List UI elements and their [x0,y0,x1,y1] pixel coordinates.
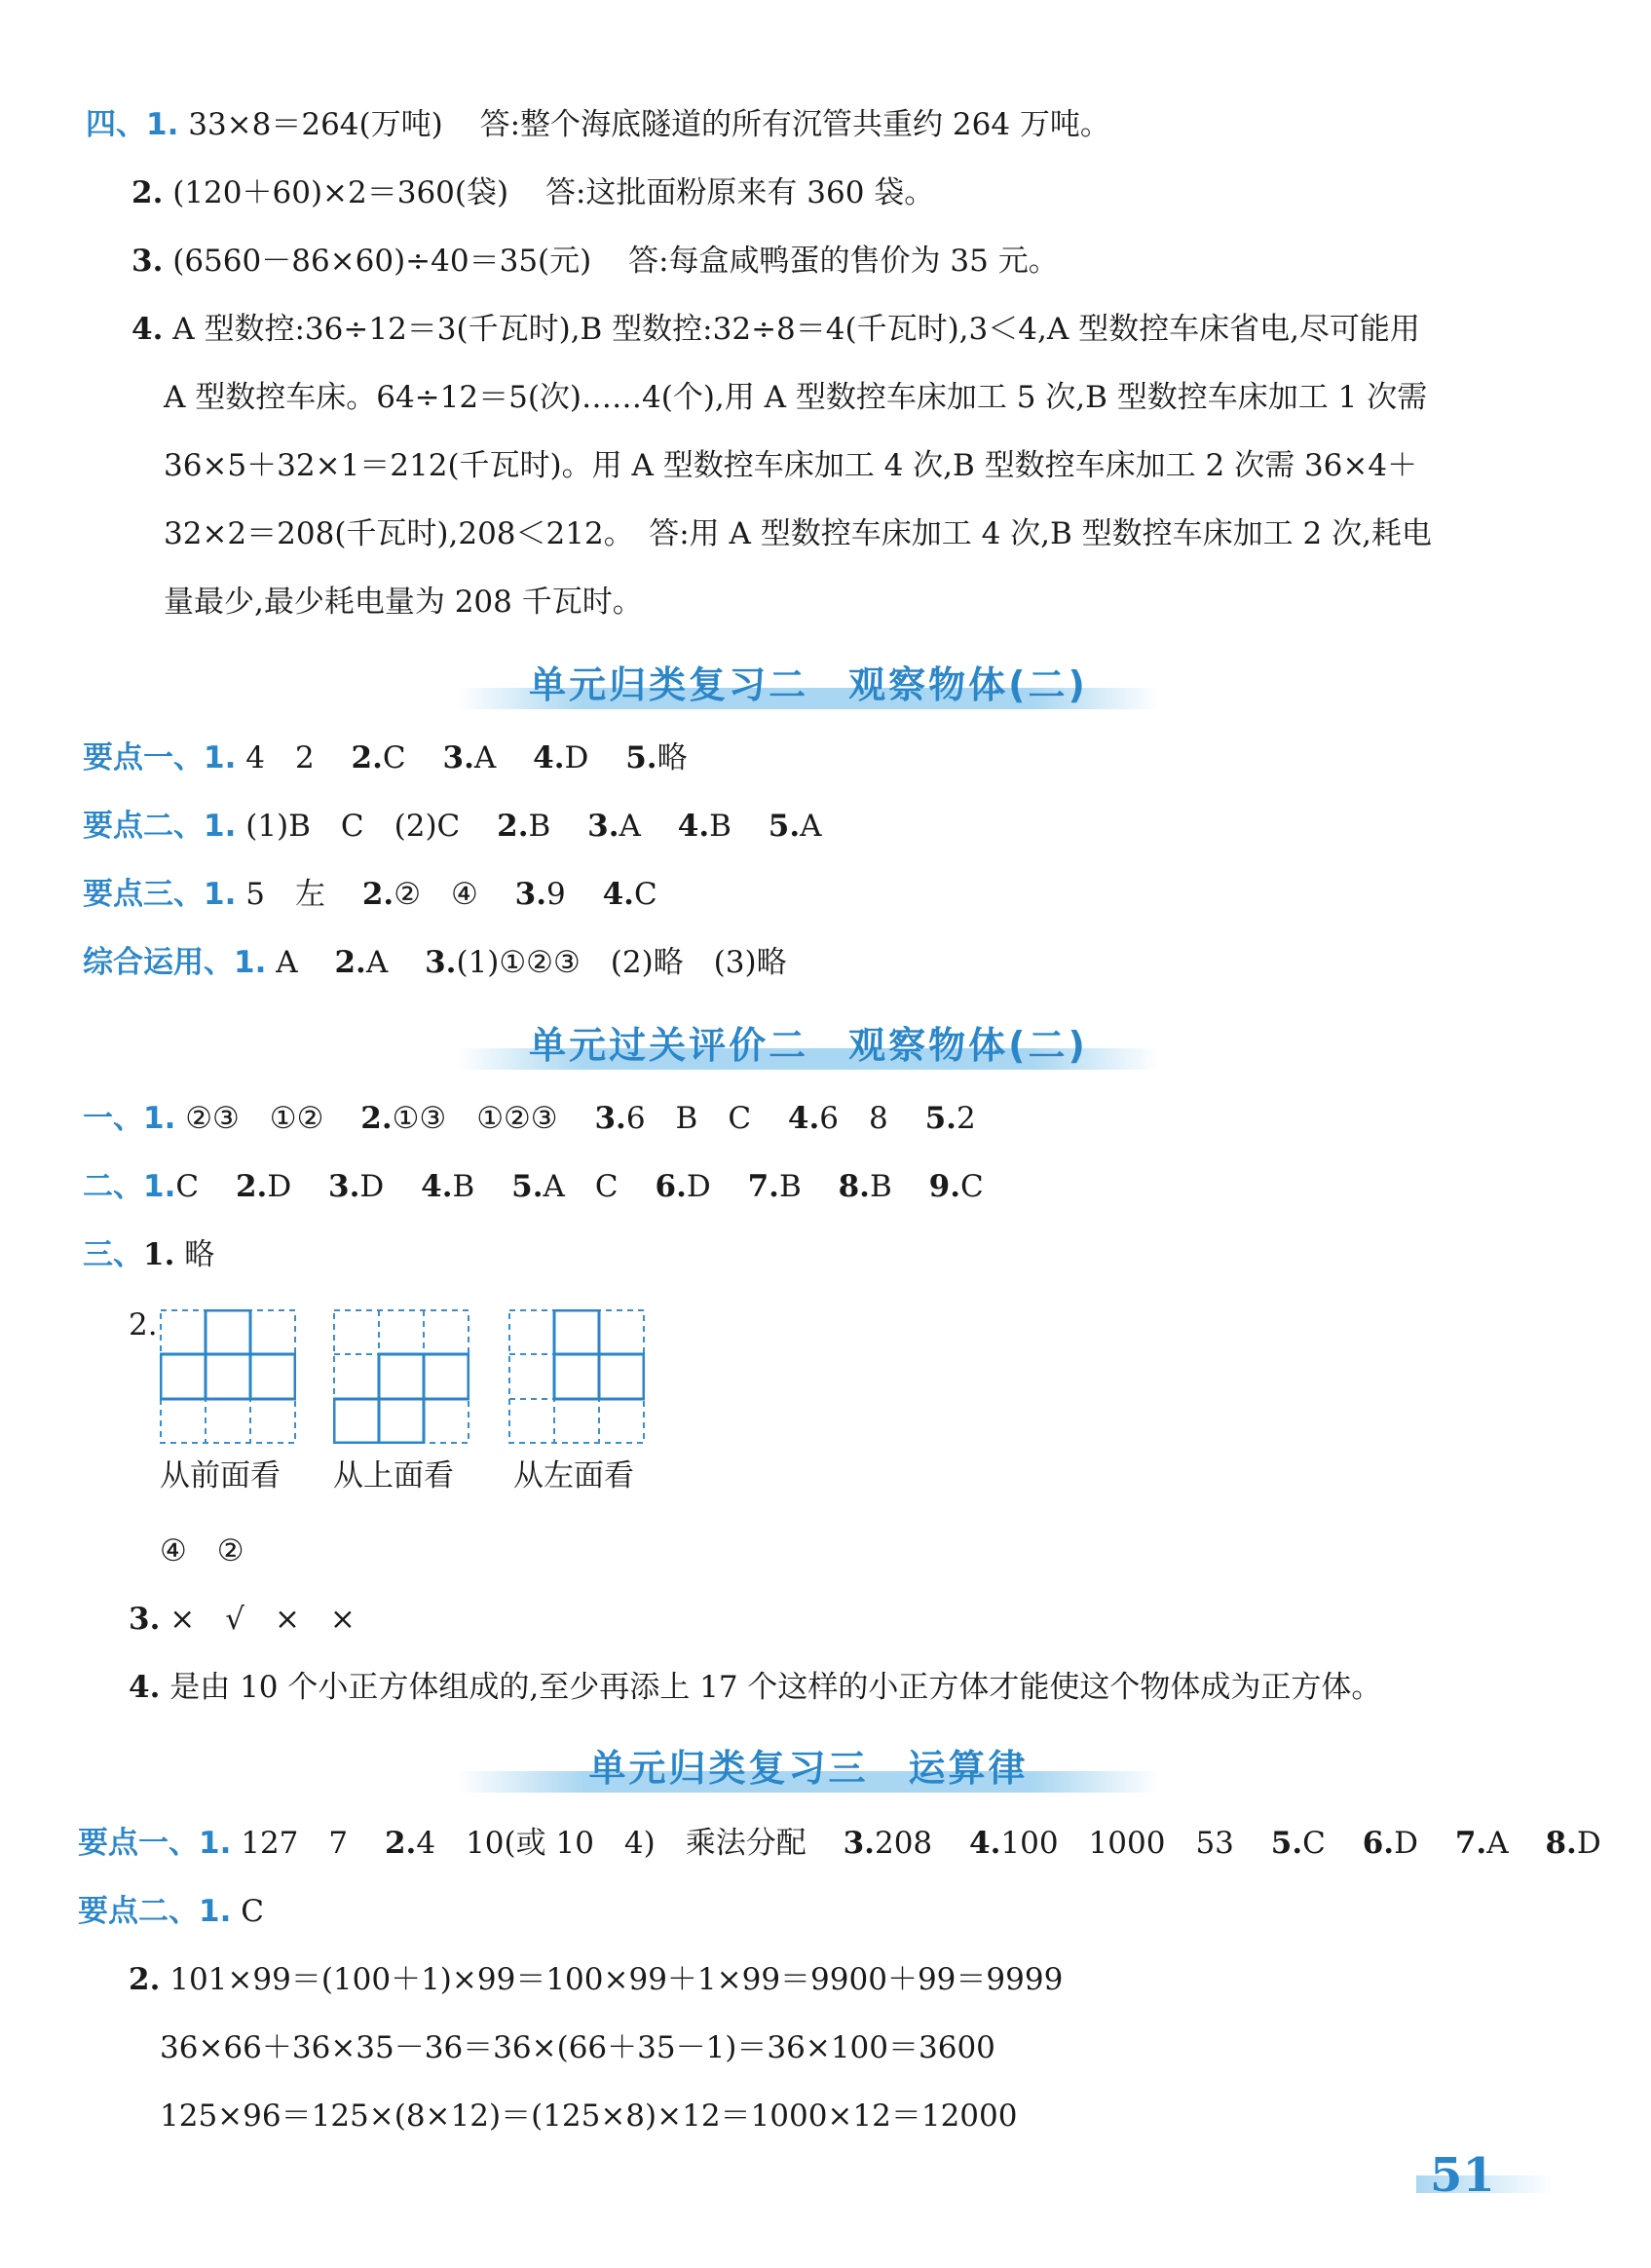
sec4-q4-line4: 32×2＝208(千瓦时),208＜212。 答:用 A 型数控车床加工 4 次,B 型数控车床加工 2 次,耗电 [164,516,1432,551]
sec4-label: 四、 [86,107,146,142]
caption-top-view: 从上面看 [333,1458,454,1493]
section-title-review3: 单元归类复习三 运算律 [458,1738,1159,1798]
sec4-q3: 3. (6560－86×60)÷40＝35(元) 答:每盒咸鸭蛋的售价为 35 元。 [131,244,1059,279]
review3-point2-q2-line3: 125×96＝125×(8×12)＝(125×8)×12＝1000×12＝12000 [160,2098,1018,2134]
review3-point2-q2-line2: 36×66＋36×35－36＝36×(66＋35－1)＝36×100＝3600 [160,2030,995,2065]
page-number: 51 [1430,2148,1495,2203]
view-grid-front [160,1309,296,1444]
eval2-part3-q4: 4. 是由 10 个小正方体组成的,至少再添上 17 个这样的小正方体才能使这个物体成为正方体。 [129,1670,1382,1705]
section-title-eval2: 单元过关评价二 观察物体(二) [458,1015,1159,1076]
caption-front-view: 从前面看 [160,1458,281,1493]
sec4-q4-line2: A 型数控车床。64÷12＝5(次)……4(个),用 A 型数控车床加工 5 次,B 型数控车床加工 1 次需 [164,380,1428,415]
review3-point2-q1: 要点二、1. C [78,1894,264,1929]
review2-point3: 要点三、1. 5 左 2.② ④ 3.9 4.C [83,877,657,912]
sec4-q3-answer: 答:每盒咸鸭蛋的售价为 35 元。 [628,244,1059,279]
review2-point1: 要点一、1. 4 2 2.C 3.A 4.D 5.略 [83,740,688,775]
sec4-q4-line3: 36×5＋32×1＝212(千瓦时)。用 A 型数控车床加工 4 次,B 型数控车床加工 2 次需 36×4＋ [164,448,1418,483]
review2-point2: 要点二、1. (1)B C (2)C 2.B 3.A 4.B 5.A [83,809,822,844]
sec4-q3-equation: (6560－86×60)÷40＝35(元) [172,244,592,279]
sec4-q4-line1: 4. A 型数控:36÷12＝3(千瓦时),B 型数控:32÷8＝4(千瓦时),3＜4,A 型数控车床省电,尽可能用 [131,312,1420,347]
eval2-part2: 二、1.C 2.D 3.D 4.B 5.A C 6.D 7.B 8.B 9.C [83,1169,984,1204]
sec4-q1: 四、1. 33×8＝264(万吨) 答:整个海底隧道的所有沉管共重约 264 万吨。 [86,107,1110,142]
sec4-q1-answer: 答:整个海底隧道的所有沉管共重约 264 万吨。 [479,107,1110,142]
sec4-q2-answer: 答:这批面粉原来有 360 袋。 [544,175,935,210]
caption-left-view: 从左面看 [513,1458,634,1493]
view-grid-left [508,1309,645,1444]
review2-comprehensive: 综合运用、1. A 2.A 3.(1)①②③ (2)略 (3)略 [83,945,787,980]
review3-point1: 要点一、1. 127 7 2.4 10(或 10 4) 乘法分配 3.208 4.100 1000 53 5.C 6.D 7.A 8.D [78,1826,1601,1861]
sec4-q1-equation: 33×8＝264(万吨) [188,107,443,142]
sec4-q2-equation: (120＋60)×2＝360(袋) [172,175,509,210]
review3-point2-q2-line1: 2. 101×99＝(100＋1)×99＝100×99＋1×99＝9900＋99＝9999 [129,1962,1064,1997]
eval2-part3-q2-answer: ④ ② [160,1533,244,1569]
sec4-q4-line5: 量最少,最少耗电量为 208 千瓦时。 [164,585,643,620]
view-grid-top [333,1309,469,1444]
section-title-review2: 单元归类复习二 观察物体(二) [458,655,1159,715]
eval2-part1: 一、1. ②③ ①② 2.①③ ①②③ 3.6 B C 4.6 8 5.2 [83,1101,976,1136]
eval2-part3-q2-number: 2. [129,1307,158,1342]
sec4-q2: 2. (120＋60)×2＝360(袋) 答:这批面粉原来有 360 袋。 [131,175,935,210]
eval2-part3-q3: 3. × √ × × [129,1602,356,1637]
eval2-part3-q1: 三、1. 略 [83,1237,215,1272]
